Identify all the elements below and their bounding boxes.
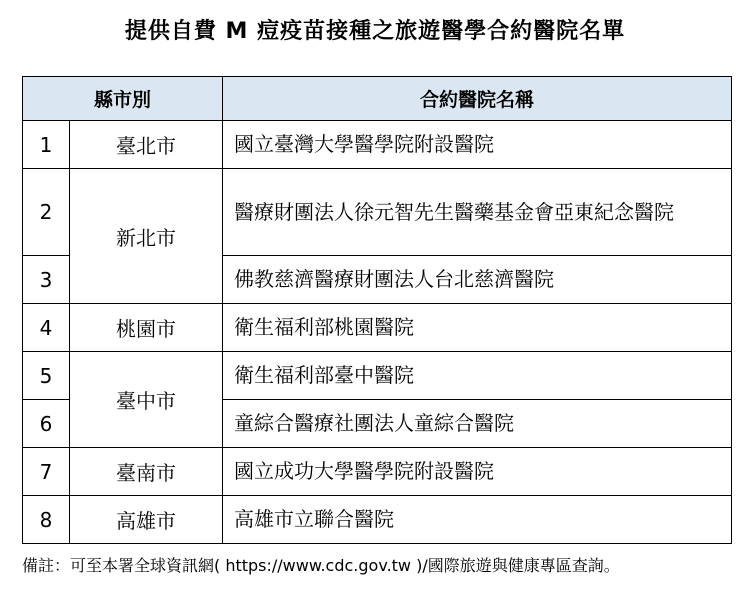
county-cell: 桃園市 bbox=[70, 304, 223, 352]
hospital-cell: 衛生福利部桃園醫院 bbox=[223, 304, 732, 352]
row-number: 4 bbox=[23, 304, 70, 352]
county-cell: 新北市 bbox=[70, 169, 223, 304]
table-row bbox=[23, 121, 732, 169]
row-number: 1 bbox=[23, 121, 70, 169]
row-number: 5 bbox=[23, 352, 70, 400]
row-number: 2 bbox=[23, 169, 70, 256]
hospital-cell: 佛教慈濟醫療財團法人台北慈濟醫院 bbox=[223, 256, 732, 304]
county-cell: 臺中市 bbox=[70, 352, 223, 448]
row-number: 6 bbox=[23, 400, 70, 448]
county-cell: 高雄市 bbox=[70, 496, 223, 544]
hospital-table bbox=[22, 76, 732, 544]
footnote: 備註：可至本署全球資訊網( https://www.cdc.gov.tw )/國際旅遊與健康專區查詢。 bbox=[22, 556, 620, 575]
hospital-header: 合約醫院名稱 bbox=[223, 77, 732, 121]
page-title: 提供自費 M 痘疫苗接種之旅遊醫學合約醫院名單 bbox=[124, 19, 626, 44]
hospital-cell: 國立臺灣大學醫學院附設醫院 bbox=[223, 121, 732, 169]
row-number: 8 bbox=[23, 496, 70, 544]
hospital-cell: 高雄市立聯合醫院 bbox=[223, 496, 732, 544]
hospital-cell: 醫療財團法人徐元智先生醫藥基金會亞東紀念醫院 bbox=[223, 169, 732, 256]
table-row bbox=[23, 352, 732, 400]
table-row bbox=[23, 304, 732, 352]
county-header: 縣市別 bbox=[23, 77, 223, 121]
row-number: 7 bbox=[23, 448, 70, 496]
table-header-row bbox=[23, 77, 732, 121]
table-row bbox=[23, 496, 732, 544]
table-row bbox=[23, 448, 732, 496]
row-number: 3 bbox=[23, 256, 70, 304]
hospital-cell: 童綜合醫療社團法人童綜合醫院 bbox=[223, 400, 732, 448]
county-cell: 臺北市 bbox=[70, 121, 223, 169]
hospital-cell: 衛生福利部臺中醫院 bbox=[223, 352, 732, 400]
table-row bbox=[23, 169, 732, 256]
hospital-cell: 國立成功大學醫學院附設醫院 bbox=[223, 448, 732, 496]
county-cell: 臺南市 bbox=[70, 448, 223, 496]
